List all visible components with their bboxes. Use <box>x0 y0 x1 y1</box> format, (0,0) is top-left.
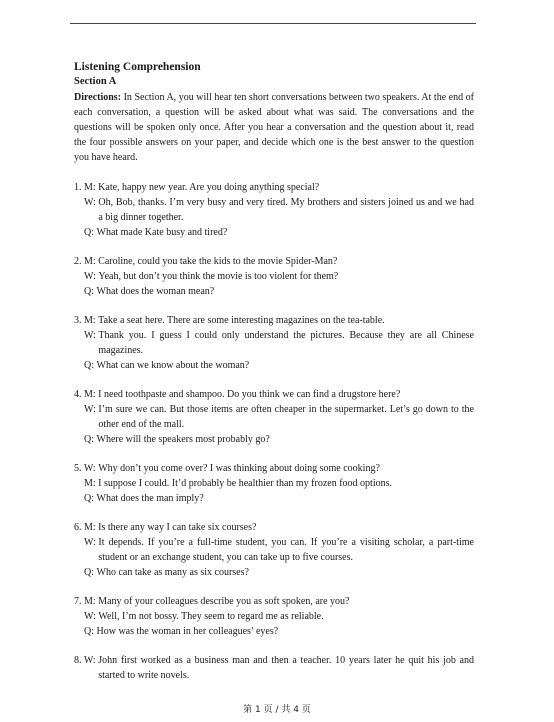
dialogue-line <box>74 565 474 580</box>
question-number: 7. <box>74 596 82 607</box>
question-item <box>74 461 474 506</box>
speaker-label: W: <box>83 655 96 666</box>
speaker-label: M: <box>84 389 96 400</box>
dialogue-line <box>74 402 474 432</box>
speaker-label: W: <box>84 197 96 208</box>
dialogue-line <box>74 284 474 299</box>
speaker-label: M: <box>84 522 96 533</box>
line-prefix <box>84 195 98 225</box>
speaker-label: W: <box>84 271 96 282</box>
line-prefix <box>84 476 98 491</box>
line-prefix <box>84 358 97 373</box>
dialogue-line <box>74 520 474 535</box>
line-prefix <box>84 535 98 565</box>
line-prefix <box>84 402 98 432</box>
dialogue-line <box>74 476 474 491</box>
page-content <box>74 60 474 697</box>
line-prefix <box>74 254 98 269</box>
line-prefix <box>74 594 98 609</box>
speaker-label: Q: <box>84 493 94 504</box>
speaker-label: Q: <box>84 286 94 297</box>
dialogue-text: What does the woman mean? <box>96 286 215 297</box>
dialogue-text: Oh, Bob, thanks. I’m very busy and very tired. My brothers and sisters joined us and we had a big dinner together. <box>98 197 474 223</box>
dialogue-text: Many of your colleagues describe you as soft spoken, are you? <box>98 596 350 607</box>
line-prefix <box>84 269 98 284</box>
speaker-label: W: <box>84 330 96 341</box>
dialogue-line <box>74 254 474 269</box>
dialogue-text: What does the man imply? <box>96 493 204 504</box>
dialogue-line <box>74 653 474 683</box>
dialogue-line <box>74 491 474 506</box>
dialogue-line <box>74 313 474 328</box>
dialogue-text: I need toothpaste and shampoo. Do you think we can find a drugstore here? <box>98 389 401 400</box>
speaker-label: Q: <box>84 360 94 371</box>
question-number: 5. <box>74 463 82 474</box>
speaker-label: W: <box>84 537 96 548</box>
dialogue-text: Kate, happy new year. Are you doing anything special? <box>98 182 320 193</box>
dialogue-text: Where will the speakers most probably go? <box>96 434 270 445</box>
question-number: 8. <box>74 655 82 666</box>
speaker-label: Q: <box>84 567 94 578</box>
dialogue-text: How was the woman in her colleagues’ eyes? <box>96 626 279 637</box>
line-prefix <box>74 313 98 328</box>
question-item <box>74 653 474 683</box>
speaker-label: W: <box>83 463 96 474</box>
directions-label: Directions: <box>74 92 122 103</box>
dialogue-text: I’m sure we can. But those items are often cheaper in the supermarket. Let’s go down to the other end of the mall. <box>98 404 474 430</box>
dialogue-line <box>74 180 474 195</box>
dialogue-text: Yeah, but don’t you think the movie is too violent for them? <box>98 271 339 282</box>
page-footer: 第 1 页 / 共 4 页 <box>243 705 311 715</box>
speaker-label: M: <box>84 478 96 489</box>
dialogue-text: I suppose I could. It’d probably be healthier than my frozen food options. <box>98 478 392 489</box>
speaker-label: M: <box>84 256 96 267</box>
dialogue-text: Caroline, could you take the kids to the movie Spider-Man? <box>98 256 338 267</box>
section-subtitle: Section A <box>74 76 117 87</box>
question-number: 3. <box>74 315 82 326</box>
line-prefix <box>84 491 97 506</box>
line-prefix <box>74 461 98 476</box>
dialogue-line <box>74 387 474 402</box>
question-item <box>74 387 474 447</box>
speaker-label: Q: <box>84 434 94 445</box>
dialogue-line <box>74 594 474 609</box>
question-item <box>74 313 474 373</box>
dialogue-line <box>74 609 474 624</box>
line-prefix <box>74 520 98 535</box>
line-prefix <box>84 609 98 624</box>
line-prefix <box>84 432 97 447</box>
line-prefix <box>84 328 98 358</box>
dialogue-text: Well, I’m not bossy. They seem to regard me as reliable. <box>98 611 324 622</box>
question-number: 6. <box>74 522 82 533</box>
dialogue-line <box>74 225 474 240</box>
directions-text: In Section A, you will hear ten short conversations between two speakers. At the end of each conversation, a question will be asked about what was said. The conversations and the questions will be spoken only once. After you hear a conversation and the question about it, read the four possible answers on your paper, and decide which one is the best answer to the question you have heard. <box>74 92 474 163</box>
top-rule <box>70 23 476 24</box>
dialogue-text: Why don’t you come over? I was thinking about doing some cooking? <box>98 463 380 474</box>
dialogue-line <box>74 461 474 476</box>
dialogue-line <box>74 269 474 284</box>
dialogue-text: Who can take as many as six courses? <box>96 567 249 578</box>
line-prefix <box>74 180 98 195</box>
question-number: 1. <box>74 182 82 193</box>
dialogue-line <box>74 432 474 447</box>
line-prefix <box>84 225 97 240</box>
question-number: 2. <box>74 256 82 267</box>
dialogue-text: It depends. If you’re a full-time student, you can. If you’re a visiting scholar, a part-time student or an exchange student, you can take up to five courses. <box>98 537 474 563</box>
speaker-label: M: <box>84 596 96 607</box>
speaker-label: Q: <box>84 227 94 238</box>
question-item <box>74 594 474 639</box>
dialogue-text: Take a seat here. There are some interesting magazines on the tea-table. <box>98 315 385 326</box>
dialogue-line <box>74 195 474 225</box>
line-prefix <box>84 565 97 580</box>
question-item <box>74 520 474 580</box>
dialogue-line <box>74 535 474 565</box>
line-prefix <box>84 624 97 639</box>
speaker-label: W: <box>84 404 96 415</box>
line-prefix <box>84 284 97 299</box>
speaker-label: M: <box>84 182 96 193</box>
dialogue-text: What made Kate busy and tired? <box>96 227 228 238</box>
dialogue-text: Thank you. I guess I could only understand the pictures. Because they are all Chinese magazines. <box>98 330 474 356</box>
dialogue-line <box>74 358 474 373</box>
question-list <box>74 180 474 683</box>
dialogue-text: Is there any way I can take six courses? <box>98 522 257 533</box>
speaker-label: Q: <box>84 626 94 637</box>
dialogue-line <box>74 328 474 358</box>
line-prefix <box>74 653 98 683</box>
dialogue-text: John first worked as a business man and then a teacher. 10 years later he quit his job and started to write novels. <box>98 655 474 681</box>
question-number: 4. <box>74 389 82 400</box>
speaker-label: W: <box>84 611 96 622</box>
line-prefix <box>74 387 98 402</box>
question-item <box>74 254 474 299</box>
dialogue-text: What can we know about the woman? <box>96 360 250 371</box>
dialogue-line <box>74 624 474 639</box>
question-item <box>74 180 474 240</box>
directions <box>74 90 474 165</box>
section-title: Listening Comprehension <box>74 61 201 73</box>
speaker-label: M: <box>84 315 96 326</box>
